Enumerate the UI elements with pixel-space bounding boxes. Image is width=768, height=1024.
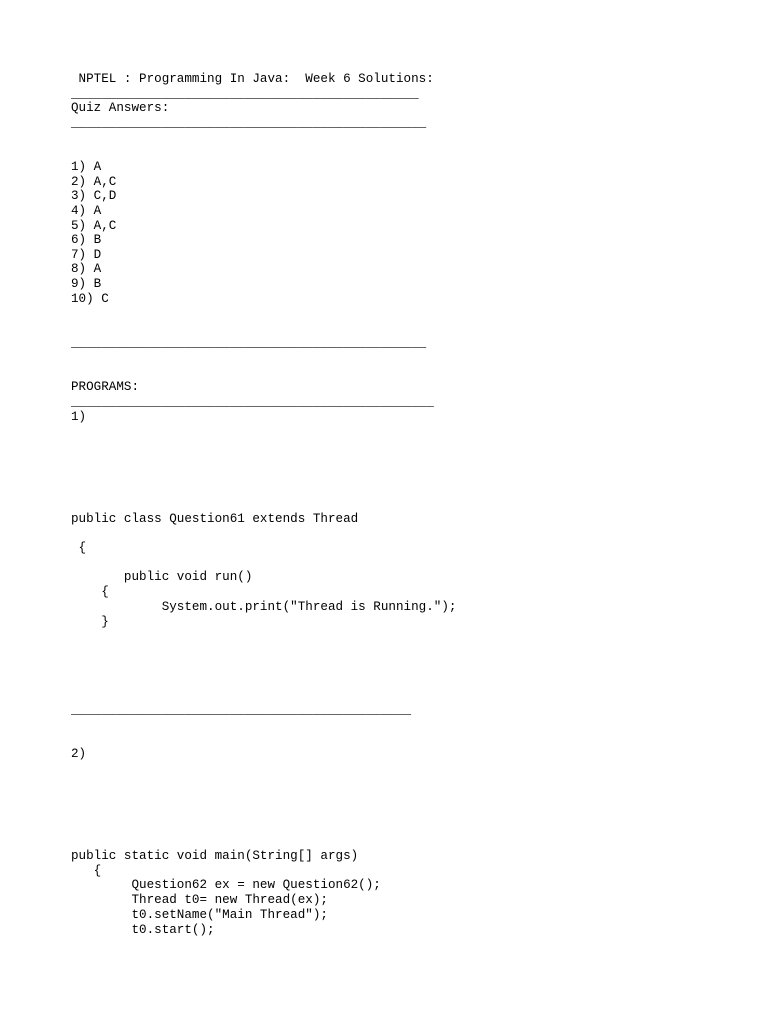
quiz-answer-2: 2) A,C (71, 175, 117, 189)
program-2-number: 2) (71, 747, 87, 761)
quiz-answer-1: 1) A (71, 160, 102, 174)
quiz-answer-4: 4) A (71, 204, 102, 218)
code-line: public class Question61 extends Thread (71, 512, 359, 526)
code-line: Question62 ex = new Question62(); (71, 878, 381, 892)
divider-rule: _____________________________________________ (71, 703, 412, 717)
programs-heading: PROGRAMS: (71, 380, 140, 394)
code-line: public void run() (71, 570, 253, 584)
quiz-answer-9: 9) B (71, 277, 102, 291)
code-line: t0.start(); (71, 923, 215, 937)
quiz-answer-3: 3) C,D (71, 189, 117, 203)
divider-rule: _______________________________________________ (71, 336, 427, 350)
quiz-answer-6: 6) B (71, 233, 102, 247)
code-line: { (71, 864, 102, 878)
code-line: t0.setName("Main Thread"); (71, 908, 328, 922)
code-line: } (71, 615, 109, 629)
code-line: public static void main(String[] args) (71, 849, 359, 863)
code-line: Thread t0= new Thread(ex); (71, 893, 328, 907)
code-line: { (71, 585, 109, 599)
document-title: NPTEL : Programming In Java: Week 6 Solutions: (71, 72, 434, 86)
quiz-answer-8: 8) A (71, 262, 102, 276)
divider-rule: _______________________________________________ (71, 116, 427, 130)
quiz-answer-10: 10) C (71, 292, 109, 306)
quiz-answer-5: 5) A,C (71, 219, 117, 233)
code-line: System.out.print("Thread is Running."); (71, 600, 457, 614)
divider-rule: ______________________________________________ (71, 87, 419, 101)
quiz-heading: Quiz Answers: (71, 101, 170, 115)
program-1-number: 1) (71, 410, 87, 424)
divider-rule: ________________________________________________ (71, 395, 434, 409)
quiz-answer-7: 7) D (71, 248, 102, 262)
code-line: { (71, 541, 87, 555)
